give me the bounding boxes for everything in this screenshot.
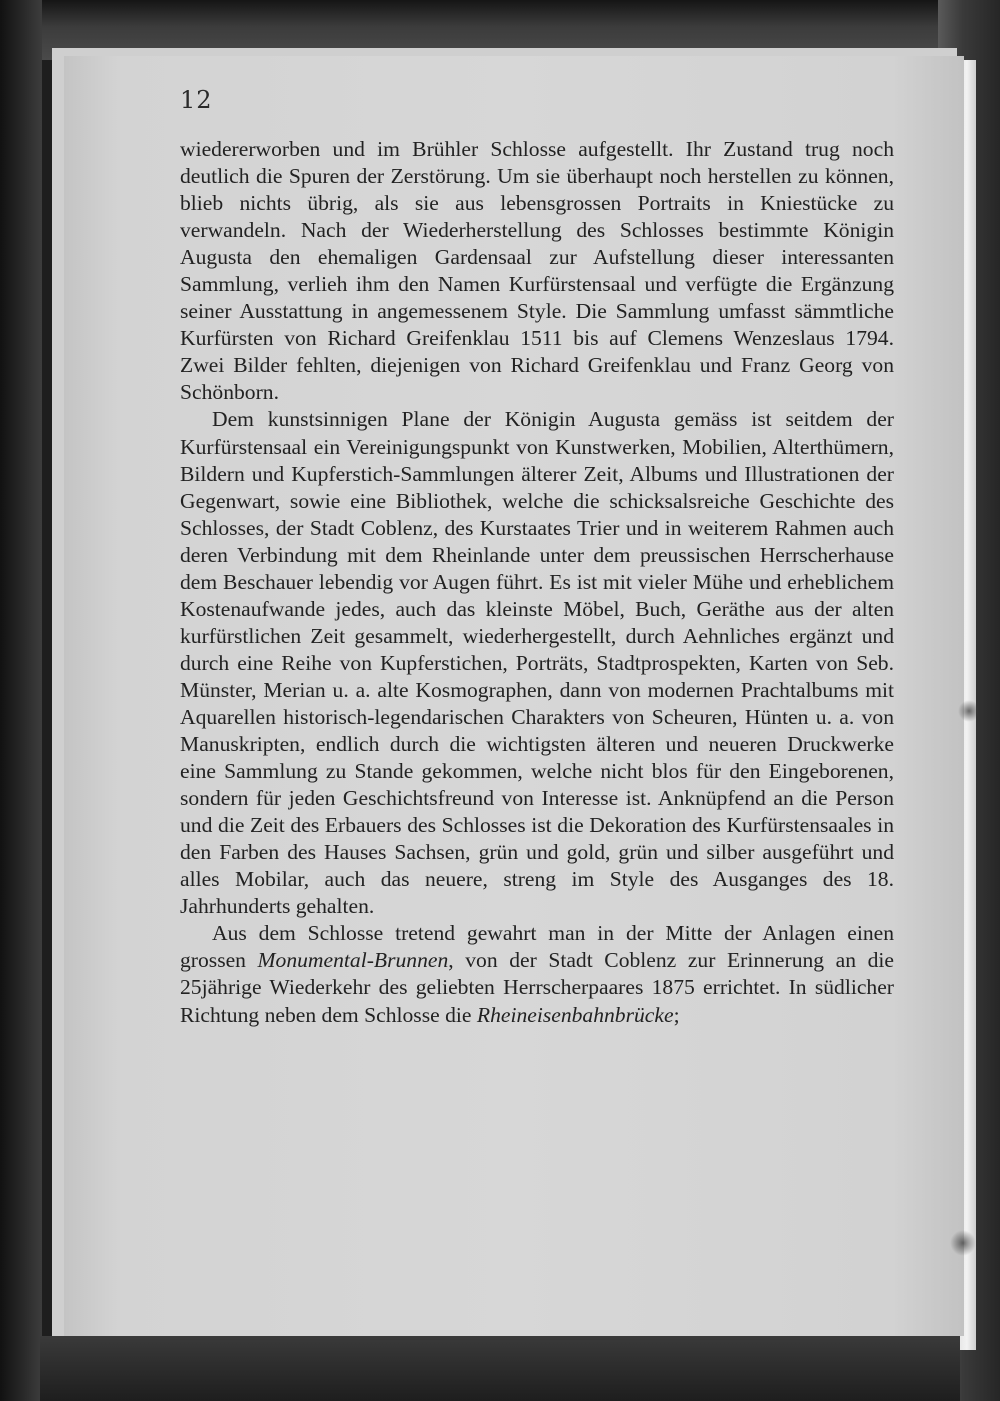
italic-term-rheineisenbahnbruecke: Rheineisenbahnbrücke <box>476 1002 674 1027</box>
bottom-shadow <box>40 1336 960 1401</box>
text-run: Aus dem Schlosse tretend gewahrt man in der Mitte der Anlagen einen grossen <box>180 921 894 973</box>
ink-smudge <box>950 1230 976 1256</box>
book-cover-left-edge <box>0 0 42 1401</box>
ink-smudge <box>958 700 980 722</box>
paragraph-1 <box>180 136 894 406</box>
text-run: Dem kunstsinnigen Plane der Königin Augusta gemäss ist seitdem der Kurfürstensaal ein Vereinigungspunkt von Kunstwerken, Mobilien, Alterthümern, Bildern und Kupferstich-Sammlungen älterer Zeit, Albums und Illustrationen der Gegenwart, sowie eine Bibliothek, welche die schicksalsreiche Geschichte des Schlosses, der Stadt Coblenz, des Kurstaates Trier und in weiterem Rahmen auch deren Verbindung mit dem Rheinlande unter dem preussischen Herrscherhause dem Beschauer lebendig vor Augen führt. Es ist mit vieler Mühe und erheblichem Kostenaufwande jedes, auch das kleinste Möbel, Buch, Geräthe aus der alten kurfürstlichen Zeit gesammelt, wiederhergestellt, durch Aehnliches ergänzt und durch eine Reihe von Kupferstichen, Porträts, Stadtprospekten, Karten von Seb. Münster, Merian u. a. alte Kosmographen, dann von modernen Prachtalbums mit Aquarellen historisch-legendarischen Charakters von Scheuren, Hünten u. a. von Manuskripten, endlich durch die wichtigsten älteren und neueren Druckwerke eine Sammlung zu Stande gekommen, welche nicht blos für den Eingeborenen, sondern für jeden Geschichtsfreund von Interesse ist. Anknüpfend an die Person und die Zeit des Erbauers des Schlosses ist die Dekoration des Kurfürstensaales in den Farben des Hauses Sachsen, grün und gold, grün und silber ausgeführt und alles Mobilar, auch das neuere, streng im Style des Ausganges des 18. Jahrhunderts gehalten. <box>180 407 894 919</box>
paragraph-3 <box>180 920 894 1028</box>
text-run: , von der Stadt Coblenz zur Erinnerung an die 25jährige Wiederkehr des geliebten Herrscherpaares 1875 errichtet. In südlicher Richtung neben dem Schlosse die <box>180 948 895 1027</box>
page-number: 12 <box>180 86 213 114</box>
text-run: wiedererworben und im Brühler Schlosse aufgestellt. Ihr Zustand trug noch deutlich die Spuren der Zerstörung. Um sie überhaupt noch herstellen zu können, blieb nichts übrig, als sie aus lebensgrossen Portraits in Kniestücke zu verwandeln. Nach der Wiederherstellung des Schlosses bestimmte Königin Augusta den ehemaligen Gardensaal zur Aufstellung dieser interessanten Sammlung, verlieh ihm den Namen Kurfürstensaal und verfügte die Ergänzung seiner Ausstattung in angemessenem Style. Die Sammlung umfasst sämmtliche Kurfürsten von Richard Greifenklau 1511 bis auf Clemens Wenzeslaus 1794. Zwei Bilder fehlten, diejenigen von Richard Greifenklau und Franz Georg von Schönborn. <box>180 137 894 405</box>
paragraph-2 <box>180 406 894 920</box>
italic-term-monumental-brunnen: Monumental-Brunnen <box>257 948 449 973</box>
body-text <box>180 136 894 1029</box>
text-run: ; <box>673 1002 680 1027</box>
